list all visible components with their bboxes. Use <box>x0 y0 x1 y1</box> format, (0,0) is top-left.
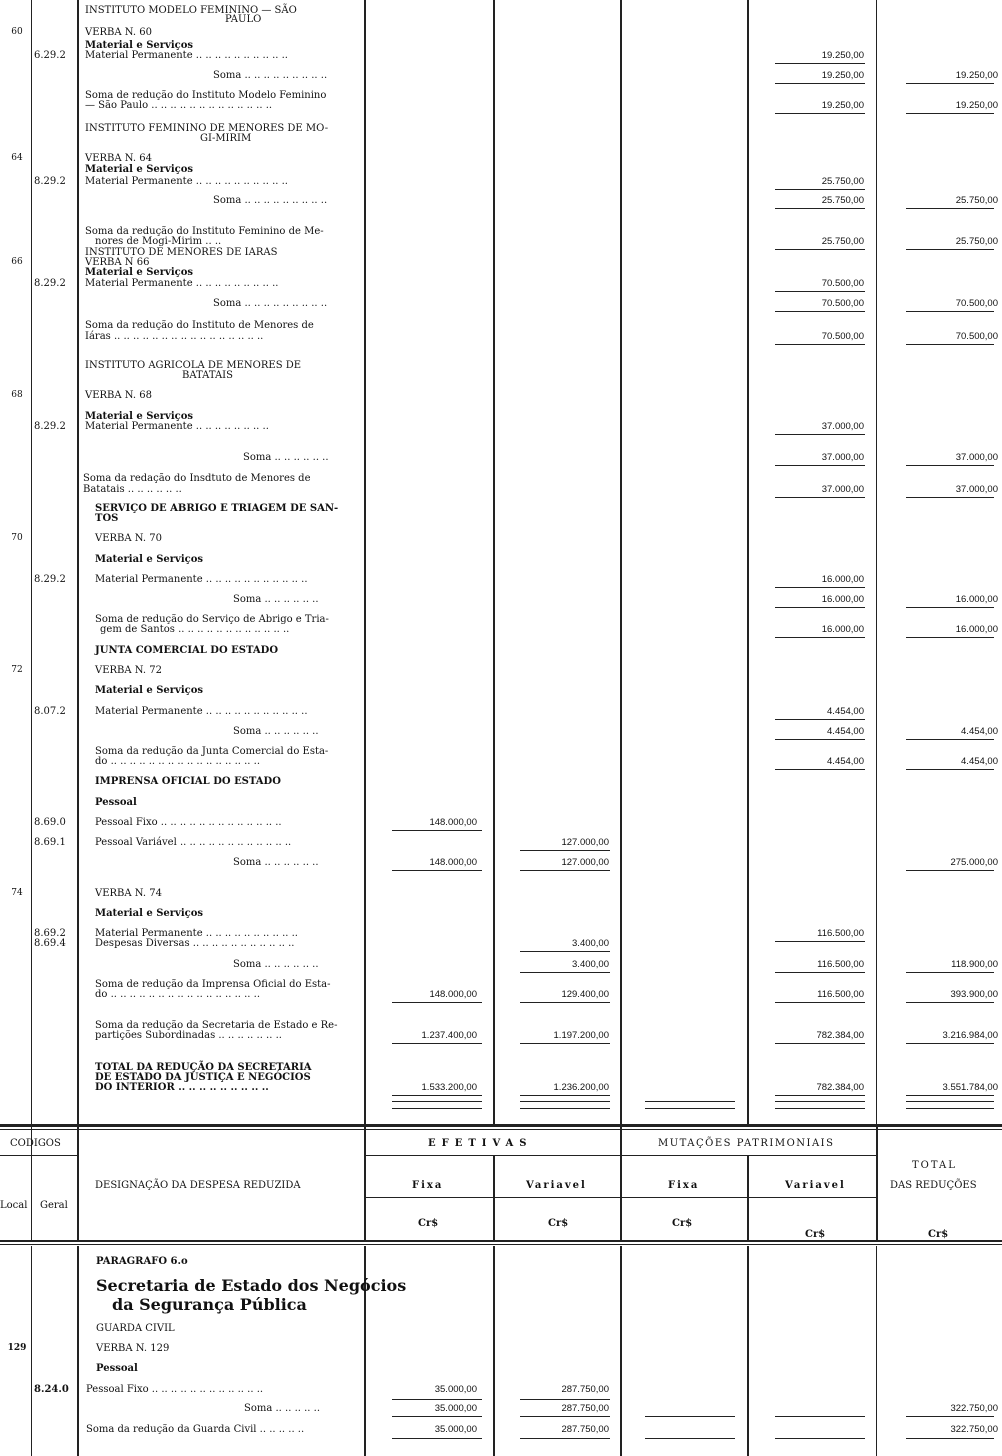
amount-rule <box>775 208 865 209</box>
efetivas-header: EFETIVAS <box>428 1138 533 1149</box>
amount-variavel-mut: 116.500,00 <box>817 959 864 970</box>
amount-variavel-mut: 16.000,00 <box>821 624 864 635</box>
row-description: BATATAIS <box>182 370 233 381</box>
row-description: GI-MIRIM <box>200 133 252 144</box>
amount-rule <box>775 113 865 114</box>
amount-rule <box>906 344 994 345</box>
amount-fixa: 148.000,00 <box>429 857 477 868</box>
row-description: Soma .. .. .. .. .. .. .. .. .. <box>213 298 328 309</box>
paragrafo-label: PARAGRAFO 6.o <box>96 1256 188 1267</box>
amount-variavel-mut: 25.750,00 <box>821 176 864 187</box>
amount-rule <box>906 465 994 466</box>
amount-total: 70.500,00 <box>955 298 998 309</box>
row-description: VERBA N. 64 <box>85 153 152 164</box>
row-description: VERBA N. 72 <box>95 665 162 676</box>
geral-code: 8.29.2 <box>34 176 66 187</box>
amount-total: 16.000,00 <box>955 624 998 635</box>
row-description: SERVIÇO DE ABRIGO E TRIAGEM DE SAN- <box>95 503 339 514</box>
total-double-rule <box>520 1108 610 1109</box>
row-description: INSTITUTO MODELO FEMININO — SÃO <box>85 5 297 16</box>
geral-code: 8.29.2 <box>34 574 66 585</box>
row-description: VERBA N. 68 <box>85 390 152 401</box>
amount-rule <box>392 1043 482 1044</box>
local-code: 72 <box>11 665 23 675</box>
total-header: TOTAL <box>912 1160 957 1171</box>
variavel-header-2: Variavel <box>785 1180 846 1191</box>
geral-code: 8.29.2 <box>34 421 66 432</box>
amount-rule <box>906 739 994 740</box>
amount-rule <box>906 637 994 638</box>
row-description: TOTAL DA REDUÇÃO DA SECRETARIA <box>95 1062 312 1073</box>
amount-variavel-mut: 4.454,00 <box>827 706 864 717</box>
total-double-rule <box>520 1101 610 1102</box>
amount-variavel-mut: 37.000,00 <box>821 484 864 495</box>
amount-rule <box>775 344 865 345</box>
das-reducoes-header: DAS REDUÇÕES <box>890 1180 977 1191</box>
amount-rule <box>775 637 865 638</box>
total-double-rule <box>645 1101 735 1102</box>
row-description: DO INTERIOR .. .. .. .. .. .. .. .. .. <box>95 1082 269 1093</box>
row-description: INSTITUTO FEMININO DE MENORES DE MO- <box>85 123 329 134</box>
amount-rule <box>520 951 610 952</box>
total-double-rule <box>775 1108 865 1109</box>
soma-guarda-total: 322.750,00 <box>950 1403 998 1414</box>
amount-rule <box>775 719 865 720</box>
row-description: Soma de redução do Serviço de Abrigo e Tria- <box>95 614 329 625</box>
local-code: 74 <box>11 888 23 898</box>
amount-rule <box>906 113 994 114</box>
amount-fixa: 148.000,00 <box>429 989 477 1000</box>
row-description: VERBA N. 74 <box>95 888 162 899</box>
amount-total: 275.000,00 <box>950 857 998 868</box>
secretaria-title-line2: da Segurança Pública <box>112 1295 307 1314</box>
amount-variavel-mut: 70.500,00 <box>821 331 864 342</box>
amount-rule <box>775 311 865 312</box>
amount-rule <box>392 870 482 871</box>
amount-rule <box>775 291 865 292</box>
local-code: 60 <box>11 27 23 37</box>
guarda-civil-label: GUARDA CIVIL <box>96 1323 175 1334</box>
geral-header: Geral <box>40 1200 68 1211</box>
amount-rule <box>906 769 994 770</box>
amount-rule <box>520 1002 610 1003</box>
amount-total: 70.500,00 <box>955 331 998 342</box>
amount-rule <box>775 941 865 942</box>
soma-guarda-row: Soma .. .. .. .. .. <box>244 1403 320 1414</box>
amount-total: 4.454,00 <box>961 726 998 737</box>
geral-code: 8.69.0 <box>34 817 66 828</box>
amount-fixa: 1.533.200,00 <box>421 1082 477 1093</box>
amount-rule <box>775 83 865 84</box>
row-description: TOS <box>95 513 119 524</box>
row-description: Material e Serviços <box>85 164 194 175</box>
amount-rule <box>775 769 865 770</box>
amount-variavel-mut: 16.000,00 <box>821 594 864 605</box>
amount-variavel: 127.000,00 <box>561 837 609 848</box>
row-description: Material e Serviços <box>95 908 204 919</box>
amount-rule <box>775 497 865 498</box>
row-description: partições Subordinadas .. .. .. .. .. .. .. <box>95 1030 282 1041</box>
row-description: INSTITUTO DE MENORES DE IARAS <box>85 247 278 258</box>
amount-rule <box>775 1002 865 1003</box>
geral-code: 8.69.4 <box>34 938 66 949</box>
row-description: do .. .. .. .. .. .. .. .. .. .. .. .. .. .. .. .. <box>95 989 260 1000</box>
pessoal-fixo-fixa: 35.000,00 <box>434 1384 477 1395</box>
amount-rule <box>906 1002 994 1003</box>
variavel-header-1: Variavel <box>526 1180 587 1191</box>
amount-rule <box>775 189 865 190</box>
local-code: 64 <box>11 153 23 163</box>
total-double-rule <box>645 1108 735 1109</box>
amount-rule <box>775 587 865 588</box>
row-description: Soma .. .. .. .. .. .. <box>233 959 319 970</box>
amount-rule <box>520 1095 610 1096</box>
row-description: Material Permanente .. .. .. .. .. .. .. .. .. .. <box>95 928 298 939</box>
amount-rule <box>520 870 610 871</box>
codigos-header: CODIGOS <box>10 1138 61 1149</box>
row-description: Soma .. .. .. .. .. .. <box>233 726 319 737</box>
geral-code: 8.07.2 <box>34 706 66 717</box>
geral-code: 8.29.2 <box>34 278 66 289</box>
row-description: VERBA N. 60 <box>85 27 152 38</box>
fixa-header-1: Fixa <box>412 1180 444 1191</box>
row-description: nores de Mogi-Mirim .. .. <box>95 236 222 247</box>
row-description: Soma da redução do Instituto Feminino de Me- <box>85 226 324 237</box>
amount-rule <box>520 850 610 851</box>
amount-total: 25.750,00 <box>955 236 998 247</box>
amount-rule <box>906 1043 994 1044</box>
amount-rule <box>775 972 865 973</box>
row-description: Soma da redução da Secretaria de Estado e Re- <box>95 1020 338 1031</box>
pessoal-label: Pessoal <box>96 1363 138 1374</box>
amount-variavel-mut: 116.500,00 <box>817 928 864 939</box>
amount-variavel-mut: 19.250,00 <box>821 50 864 61</box>
amount-rule <box>392 1002 482 1003</box>
currency-fixa2: Cr$ <box>672 1218 693 1229</box>
amount-variavel-mut: 70.500,00 <box>821 298 864 309</box>
amount-variavel: 127.000,00 <box>561 857 609 868</box>
table-header <box>0 1124 1002 1246</box>
soma-guarda-variavel: 287.750,00 <box>561 1403 609 1414</box>
soma-guarda-fixa: 35.000,00 <box>434 1403 477 1414</box>
amount-total: 118.900,00 <box>951 959 998 970</box>
row-description: VERBA N. 70 <box>95 533 162 544</box>
amount-rule <box>906 972 994 973</box>
amount-rule <box>906 83 994 84</box>
amount-variavel-mut: 782.384,00 <box>816 1030 864 1041</box>
amount-variavel-mut: 4.454,00 <box>827 726 864 737</box>
amount-rule <box>906 1095 994 1096</box>
amount-rule <box>520 972 610 973</box>
amount-total: 393.900,00 <box>950 989 998 1000</box>
amount-variavel-mut: 37.000,00 <box>821 452 864 463</box>
row-description: Soma de redução da Imprensa Oficial do Esta- <box>95 979 331 990</box>
amount-fixa: 148.000,00 <box>429 817 477 828</box>
total-double-rule <box>906 1108 994 1109</box>
amount-variavel-mut: 70.500,00 <box>821 278 864 289</box>
total-double-rule <box>906 1101 994 1102</box>
amount-rule <box>392 1095 482 1096</box>
geral-code: 8.69.1 <box>34 837 66 848</box>
row-description: Iáras .. .. .. .. .. .. .. .. .. .. .. .. .. .. .. .. <box>85 331 264 342</box>
row-description: Material e Serviços <box>95 554 204 565</box>
row-description: Material Permanente .. .. .. .. .. .. .. .. .. .. <box>85 176 288 187</box>
amount-variavel-mut: 19.250,00 <box>821 100 864 111</box>
row-description: Soma da redução da Junta Comercial do Esta- <box>95 746 329 757</box>
amount-total: 3.551.784,00 <box>942 1082 998 1093</box>
amount-rule <box>775 434 865 435</box>
row-description: INSTITUTO AGRICOLA DE MENORES DE <box>85 360 302 371</box>
row-description: Pessoal Fixo .. .. .. .. .. .. .. .. .. .. .. .. .. <box>95 817 282 828</box>
row-description: Soma da redução do Instituto de Menores de <box>85 320 314 331</box>
amount-total: 37.000,00 <box>955 484 998 495</box>
amount-total: 19.250,00 <box>955 100 998 111</box>
row-description: Material Permanente .. .. .. .. .. .. .. .. .. .. <box>85 50 288 61</box>
amount-total: 4.454,00 <box>961 756 998 767</box>
amount-variavel-mut: 4.454,00 <box>827 756 864 767</box>
amount-total: 16.000,00 <box>955 594 998 605</box>
row-description: PAULO <box>225 14 262 25</box>
fixa-header-2: Fixa <box>668 1180 700 1191</box>
amount-variavel: 1.197.200,00 <box>553 1030 609 1041</box>
row-description: gem de Santos .. .. .. .. .. .. .. .. .. .. .. .. <box>100 624 290 635</box>
geral-code: 8.69.2 <box>34 928 66 939</box>
row-description: Material e Serviços <box>85 40 194 51</box>
amount-rule <box>906 208 994 209</box>
reducao-guarda-variavel: 287.750,00 <box>561 1424 609 1435</box>
secretaria-title-line1: Secretaria de Estado dos Negócios <box>96 1276 407 1295</box>
amount-rule <box>775 1043 865 1044</box>
row-description: Soma .. .. .. .. .. .. <box>243 452 329 463</box>
row-description: Material Permanente .. .. .. .. .. .. .. .. <box>85 421 269 432</box>
designacao-header: DESIGNAÇÃO DA DESPESA REDUZIDA <box>95 1180 301 1191</box>
row-description: Despesas Diversas .. .. .. .. .. .. .. .. .. .. .. <box>95 938 295 949</box>
amount-rule <box>392 830 482 831</box>
currency-variavel2: Cr$ <box>805 1229 826 1240</box>
amount-variavel: 129.400,00 <box>561 989 609 1000</box>
row-description: DE ESTADO DA JUSTIÇA E NEGÓCIOS <box>95 1072 311 1083</box>
pessoal-fixo-row: Pessoal Fixo .. .. .. .. .. .. .. .. .. .. .. .. <box>86 1384 264 1395</box>
row-description: Pessoal Variável .. .. .. .. .. .. .. .. .. .. .. .. <box>95 837 292 848</box>
currency-fixa1: Cr$ <box>418 1218 439 1229</box>
amount-variavel: 1.236.200,00 <box>553 1082 609 1093</box>
amount-rule <box>775 249 865 250</box>
amount-variavel-mut: 19.250,00 <box>821 70 864 81</box>
row-description: Pessoal <box>95 797 137 808</box>
amount-rule <box>775 1095 865 1096</box>
row-description: Soma .. .. .. .. .. .. .. .. .. <box>213 195 328 206</box>
currency-total: Cr$ <box>928 1229 949 1240</box>
amount-rule <box>906 497 994 498</box>
total-double-rule <box>775 1101 865 1102</box>
row-description: Soma .. .. .. .. .. .. <box>233 594 319 605</box>
row-description: Material Permanente .. .. .. .. .. .. .. .. .. .. .. <box>95 574 308 585</box>
row-description: IMPRENSA OFICIAL DO ESTADO <box>95 776 281 787</box>
amount-variavel-mut: 782.384,00 <box>816 1082 864 1093</box>
mutacoes-header: MUTAÇÕES PATRIMONIAIS <box>658 1138 835 1149</box>
amount-variavel-mut: 16.000,00 <box>821 574 864 585</box>
amount-rule <box>906 607 994 608</box>
amount-total: 25.750,00 <box>955 195 998 206</box>
amount-rule <box>775 465 865 466</box>
amount-variavel-mut: 25.750,00 <box>821 236 864 247</box>
row-description: do .. .. .. .. .. .. .. .. .. .. .. .. .. .. .. .. <box>95 756 260 767</box>
row-description: Soma .. .. .. .. .. .. <box>233 857 319 868</box>
reducao-guarda-fixa: 35.000,00 <box>434 1424 477 1435</box>
reducao-guarda-total: 322.750,00 <box>950 1424 998 1435</box>
total-double-rule <box>392 1108 482 1109</box>
row-description: Batatais .. .. .. .. .. .. <box>83 484 182 495</box>
amount-rule <box>906 311 994 312</box>
amount-fixa: 1.237.400,00 <box>421 1030 477 1041</box>
row-description: — São Paulo .. .. .. .. .. .. .. .. .. .. .. .. .. <box>85 100 273 111</box>
geral-code: 6.29.2 <box>34 50 66 61</box>
geral-code-8240: 8.24.0 <box>34 1384 69 1395</box>
amount-total: 37.000,00 <box>955 452 998 463</box>
row-description: Material Permanente .. .. .. .. .. .. .. .. .. .. .. <box>95 706 308 717</box>
amount-rule <box>775 63 865 64</box>
amount-rule <box>775 607 865 608</box>
pessoal-fixo-variavel: 287.750,00 <box>561 1384 609 1395</box>
amount-rule <box>775 739 865 740</box>
local-code: 66 <box>11 257 23 267</box>
row-description: Material e Serviços <box>95 685 204 696</box>
local-code: 70 <box>11 533 23 543</box>
amount-rule <box>906 870 994 871</box>
reducao-guarda-row: Soma da redução da Guarda Civil .. .. .. .. .. <box>86 1424 305 1435</box>
row-description: Material e Serviços <box>85 411 194 422</box>
row-description: Soma .. .. .. .. .. .. .. .. .. <box>213 70 328 81</box>
local-code: 68 <box>11 390 23 400</box>
local-code-129: 129 <box>7 1343 27 1353</box>
verba-129: VERBA N. 129 <box>96 1343 170 1354</box>
currency-variavel1: Cr$ <box>548 1218 569 1229</box>
amount-variavel-mut: 37.000,00 <box>821 421 864 432</box>
row-description: Material e Serviços <box>85 267 194 278</box>
row-description: Soma da redação do Insdtuto de Menores de <box>83 473 311 484</box>
amount-rule <box>520 1043 610 1044</box>
amount-variavel: 3.400,00 <box>572 938 609 949</box>
amount-variavel: 3.400,00 <box>572 959 609 970</box>
amount-total: 19.250,00 <box>955 70 998 81</box>
amount-rule <box>906 249 994 250</box>
local-header: Local <box>0 1200 28 1211</box>
total-double-rule <box>392 1101 482 1102</box>
amount-total: 3.216.984,00 <box>942 1030 998 1041</box>
amount-variavel-mut: 25.750,00 <box>821 195 864 206</box>
row-description: JUNTA COMERCIAL DO ESTADO <box>95 645 279 656</box>
row-description: Soma de redução do Instituto Modelo Feminino <box>85 90 327 101</box>
row-description: Material Permanente .. .. .. .. .. .. .. .. .. <box>85 278 279 289</box>
row-description: VERBA N 66 <box>85 257 150 268</box>
amount-variavel-mut: 116.500,00 <box>817 989 864 1000</box>
